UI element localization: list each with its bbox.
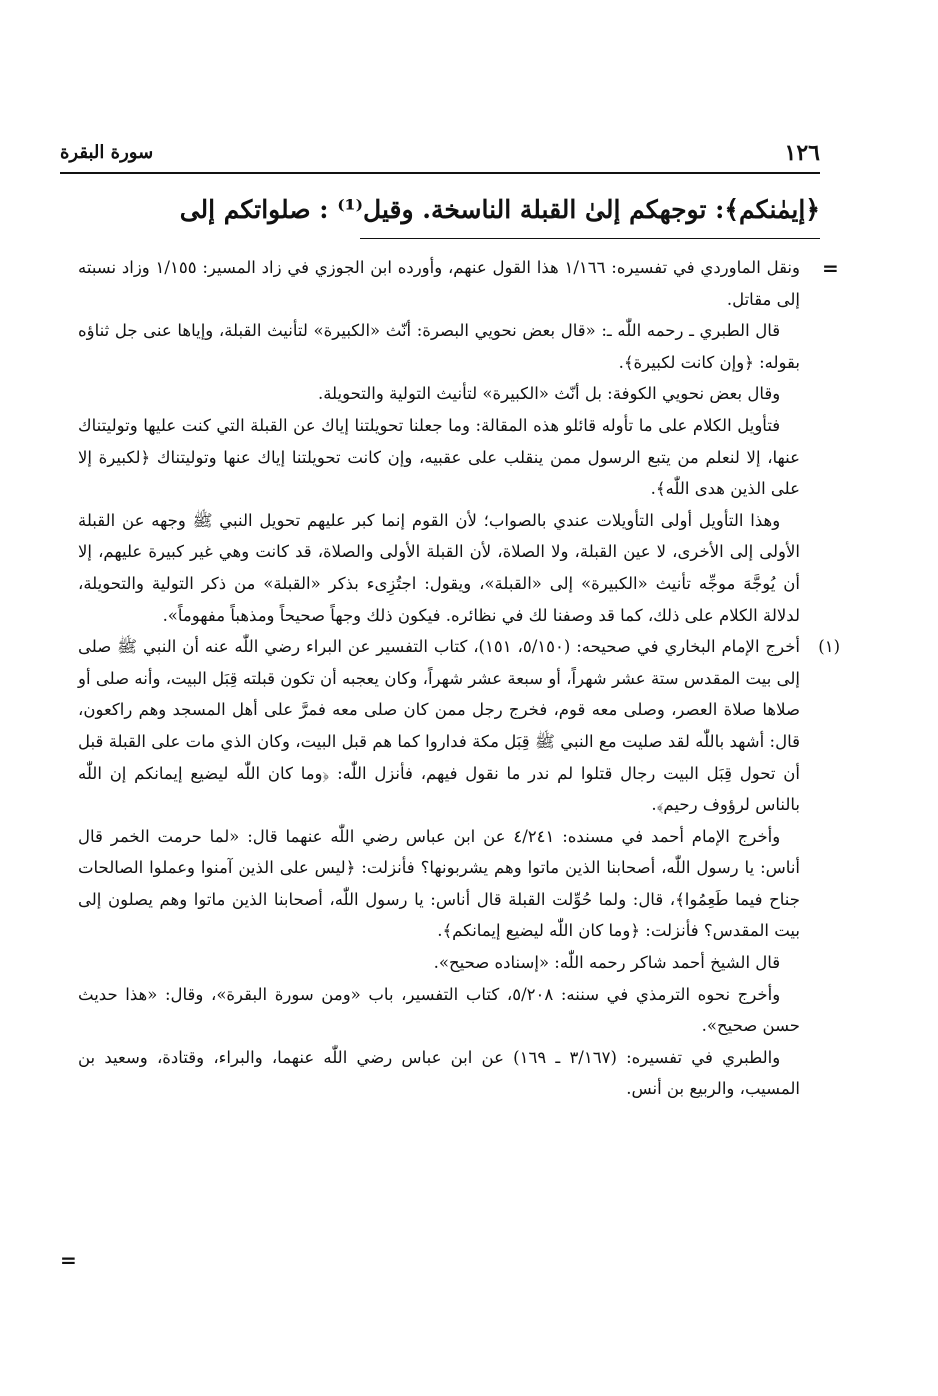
footnote-paragraph: وأخرج الإمام أحمد في مسنده: ٤/٢٤١ عن ابن عباس رضي اللّٰه عنهما قال: «لما حرمت الخمر قال أناس: يا رسول اللّٰه، أصحابنا الذين ماتوا وهم يشربونها؟ فأنزلت: ﴿ليس على الذين آمنوا وعملوا الصالحات جناح فيما طَعِمُوا﴾، قال: ولما حُوِّلت القبلة قال أناس: يا رسول اللّٰه، أصحابنا الذين ماتوا وهم يصلون إلى بيت المقدس؟ فأنزلت: ﴿وما كان اللّٰه ليضيع إيمانكم﴾. xyxy=(78,826,800,941)
header-rule xyxy=(60,172,820,174)
main-text: ﴿إيمٰنكم﴾: توجهكم إلىٰ القبلة الناسخة. وقيل⁽¹⁾ : صلواتكم إلى xyxy=(179,195,820,224)
footnote-paragraph: وهذا التأويل أولى التأويلات عندي بالصواب؛ لأن القوم إنما كبر عليهم تحويل النبي ﷺ وجهه عن القبلة الأولى إلى الأخرى، لا عين القبلة، ولا الصلاة، لأن القبلة الأولى والصلاة، قد كانت وهي غير كبيرة عليهم، إلا أن يُوجَّهَ موجِّه تأنيث «الكبيرة» إلى «القبلة»، ويقول: اجتُزِىء بذكر «القبلة» من ذكر التولية والتحويلة، لدلالة الكلام على ذلك، كما قد وصفنا لك في نظائره. فيكون ذلك وجهاً صحيحاً ومذهباً مفهوماً». xyxy=(78,510,800,625)
footnote-paragraph: وأخرج نحوه الترمذي في سننه: ٥/٢٠٨، كتاب التفسير، باب «ومن سورة البقرة»، وقال: «هذا حديث حسن صحيح». xyxy=(78,984,800,1036)
footnote-paragraph: قال الشيخ أحمد شاكر رحمه اللّٰه: «إسناده صحيح». xyxy=(433,953,781,973)
footnote-paragraph: والطبري في تفسيره: (٣/١٦٧ ـ ١٦٩) عن ابن عباس رضي اللّٰه عنهما، والبراء، وقتادة، وسعيد بن المسيب، والربيع بن أنس. xyxy=(78,1047,800,1099)
continuation-mark-top: = xyxy=(822,256,839,280)
footnotes xyxy=(78,252,840,1105)
footnote-paragraph: فتأويل الكلام على ما تأوله قائلو هذه المقالة: وما جعلنا تحويلتنا إياك عن القبلة التي كنت عليها وتوليتناك عنها، إلا لنعلم من يتبع الرسول ممن ينقلب على عقبيه، وإن كانت تحويلتنا إياك عنها وتوليتناك ﴿لكبيرة إلا على الذين هدى اللّٰه﴾. xyxy=(78,415,800,499)
footnote-number: (١) xyxy=(818,637,840,657)
page-header xyxy=(60,140,820,170)
footnote-paragraph: أخرج الإمام البخاري في صحيحه: (٥/١٥٠، ١٥١)، كتاب التفسير عن البراء رضي اللّٰه عنه أن النبي ﷺ صلى إلى بيت المقدس ستة عشر شهراً، أو سبعة عشر شهراً، وكان يعجبه أن تكون قبلته قِبَل البيت، وأنه صلى أو صلاها صلاة العصر، وصلى معه قوم، فخرج رجل ممن كان صلى معه فمرَّ على أهل المسجد وهم راكعون، قال: أشهد باللّٰه لقد صليت مع النبي ﷺ قِبَل مكة فداروا كما هم قبل البيت، وكان الذي مات على القبلة قبل أن تحول قِبَل البيت رجال قتلوا لم ندر ما نقول فيهم، فأنزل اللّٰه: ﴿وما كان اللّٰه ليضيع إيمانكم إن اللّٰه بالناس لرؤوف رحيم﴾. xyxy=(78,637,800,815)
continuation-mark-bottom: = xyxy=(60,1248,77,1272)
footnote-1 xyxy=(78,631,840,1105)
footnote-paragraph: وقال بعض نحويي الكوفة: بل أنّث «الكبيرة» لتأنيث التولية والتحويلة. xyxy=(317,384,781,404)
surah-title: سورة البقرة xyxy=(60,142,154,163)
separator-rule xyxy=(360,238,820,239)
footnote-paragraph: قال الطبري ـ رحمه اللّٰه ـ: «قال بعض نحويي البصرة: أنّث «الكبيرة» لتأنيث القبلة، وإياها عنى جل ثناؤه بقوله: ﴿وإن كانت لكبيرة﴾. xyxy=(78,321,800,372)
page-number: ١٢٦ xyxy=(784,140,820,166)
footnote-paragraph: ونقل الماوردي في تفسيره: ١/١٦٦ هذا القول عنهم، وأورده ابن الجوزي في زاد المسير: ١/١٥٥ وزاد نسبته إلى مقاتل. xyxy=(78,258,800,309)
